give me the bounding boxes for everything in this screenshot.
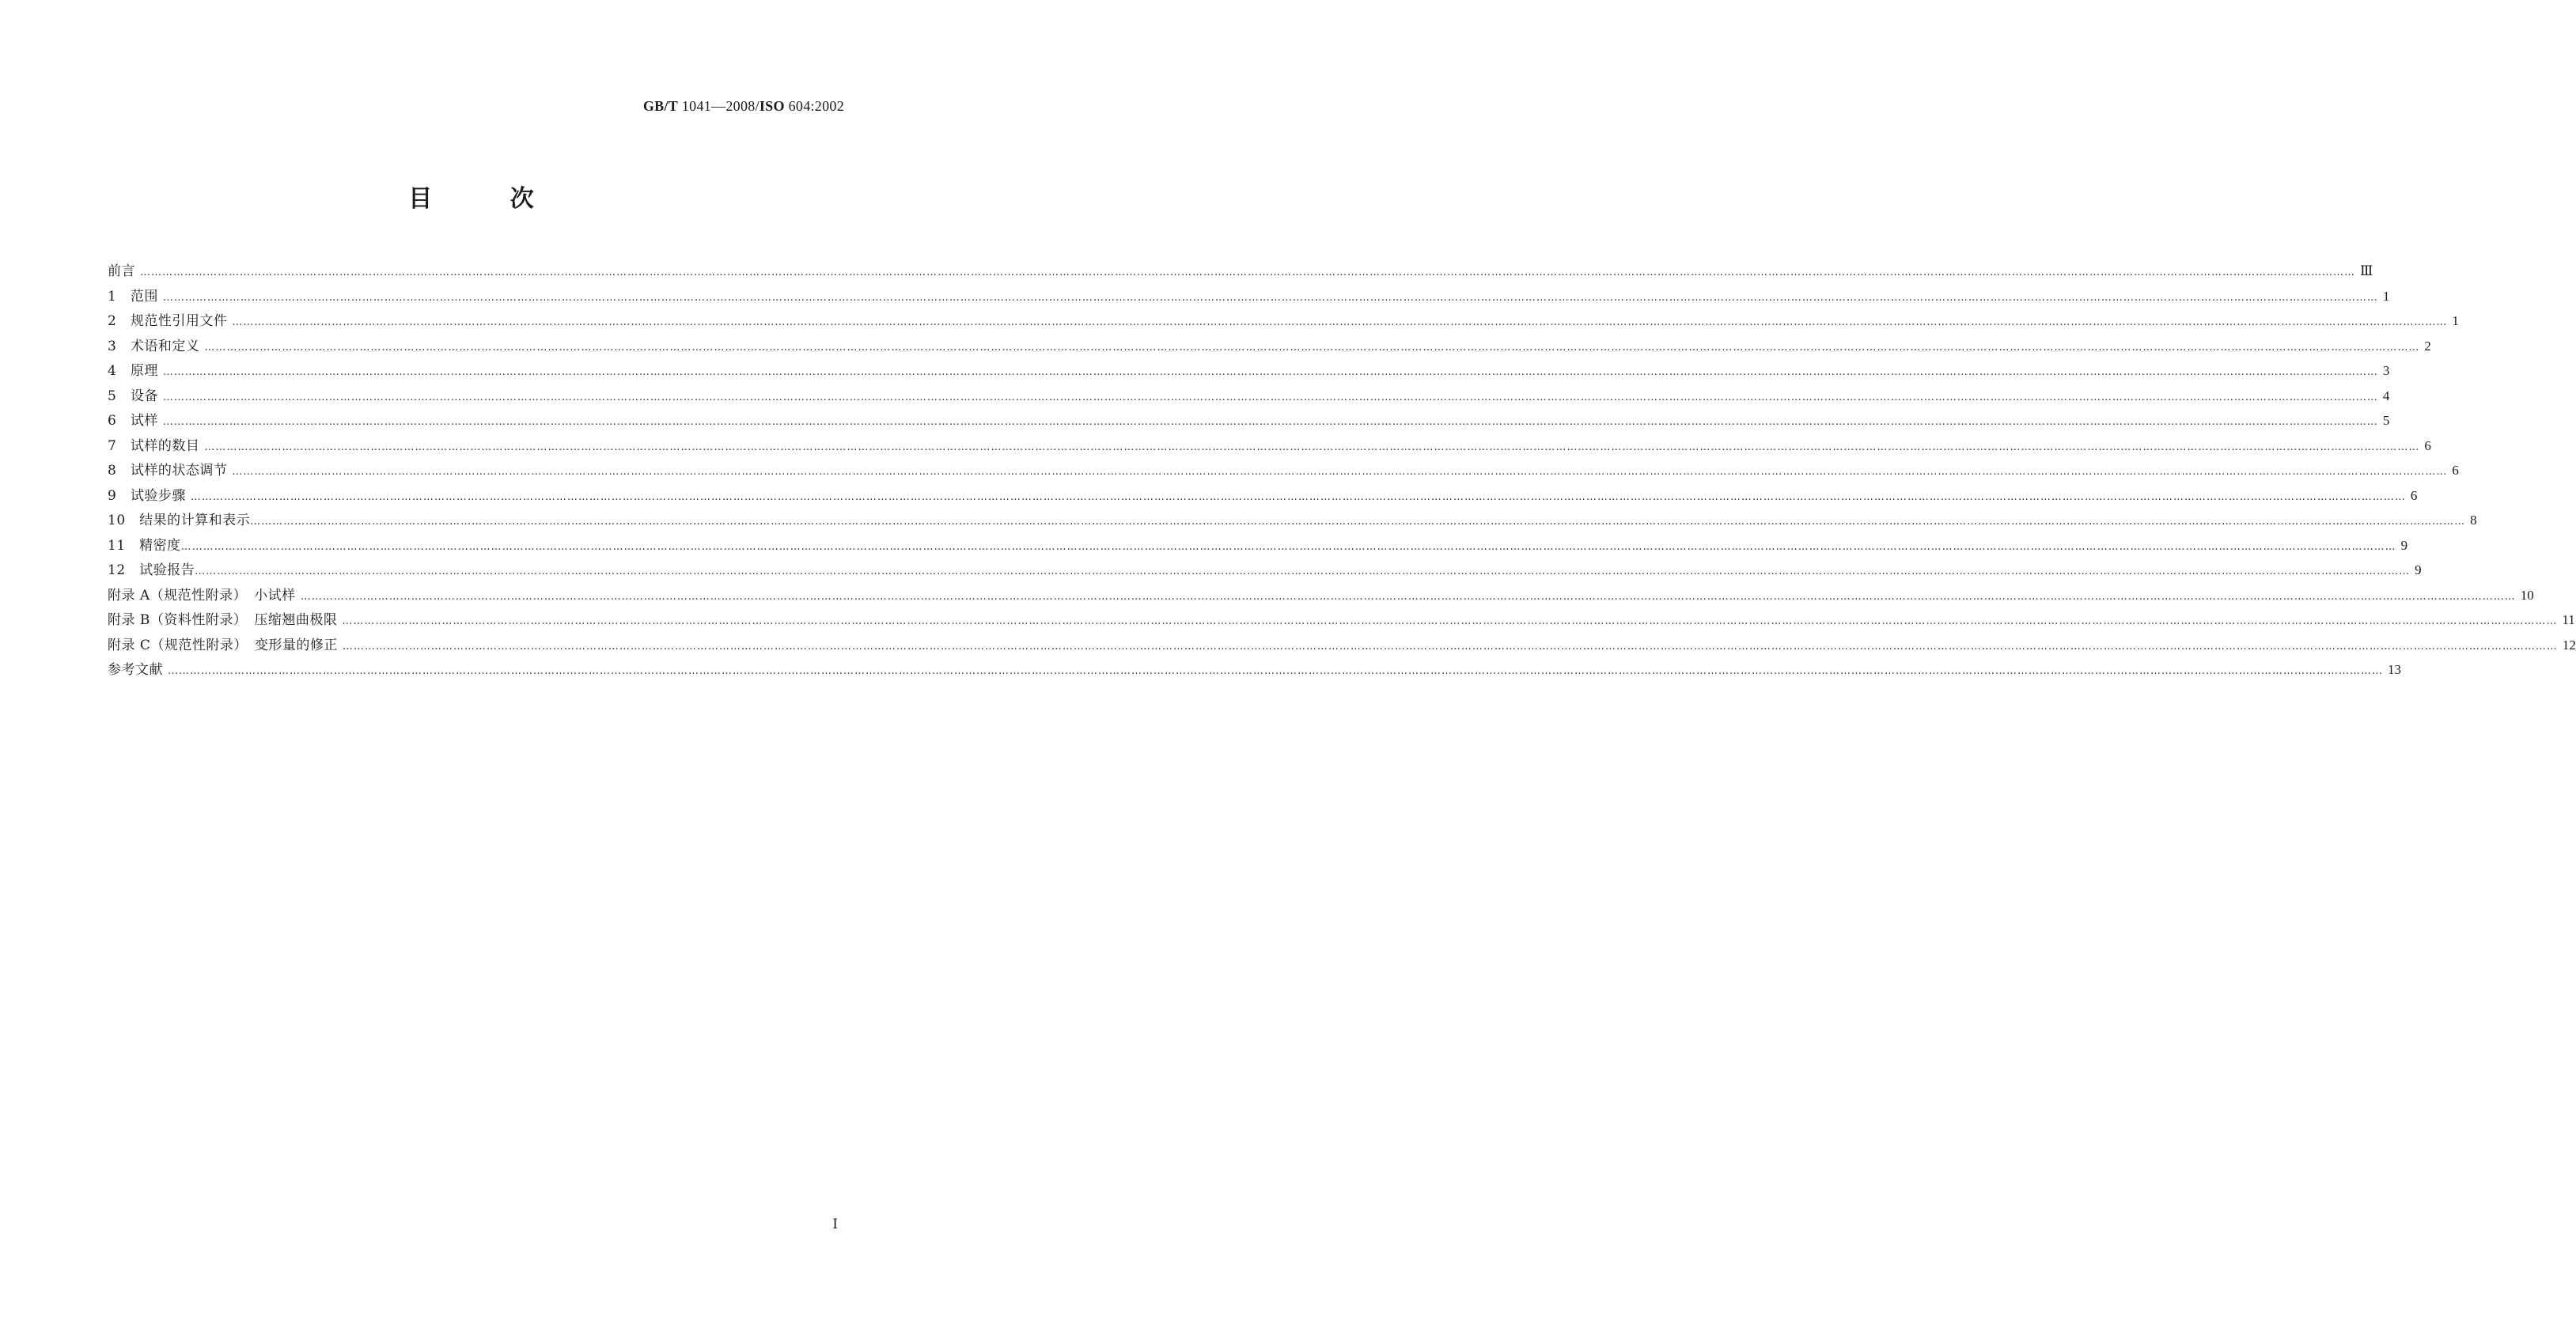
- toc-dot-leader: ……………………………………………………………………………………………………………………………………………………………………………………………………………………………………………………………………………………………………………………………………………………………………………………………………………………………………………………………………………………………………………………………………………………: [190, 490, 2406, 503]
- toc-entry[interactable]: [108, 284, 2390, 309]
- toc-dot-leader: ……………………………………………………………………………………………………………………………………………………………………………………………………………………………………………………………………………………………………………………………………………………………………………………………………………………………………………………………………………………………………………………………………………………: [342, 615, 2558, 627]
- toc-dot-leader: ……………………………………………………………………………………………………………………………………………………………………………………………………………………………………………………………………………………………………………………………………………………………………………………………………………………………………………………………………………………………………………………………………………………: [342, 640, 2558, 653]
- toc-entry-label: 附录 A（规范性附录） 小试样: [108, 587, 296, 604]
- toc-dot-leader: ……………………………………………………………………………………………………………………………………………………………………………………………………………………………………………………………………………………………………………………………………………………………………………………………………………………………………………………………………………………………………………………………………………………: [300, 590, 2516, 603]
- toc-entry-label: 12 试验报告: [108, 562, 195, 578]
- toc-entry[interactable]: [108, 259, 2373, 284]
- toc-dot-leader: ……………………………………………………………………………………………………………………………………………………………………………………………………………………………………………………………………………………………………………………………………………………………………………………………………………………………………………………………………………………………………………………………………………………: [232, 466, 2448, 478]
- toc-entry-page: 1: [2452, 313, 2459, 328]
- toc-dot-leader: ……………………………………………………………………………………………………………………………………………………………………………………………………………………………………………………………………………………………………………………………………………………………………………………………………………………………………………………………………………………………………………………………………………………: [180, 540, 2396, 553]
- toc-entry-page: 5: [2382, 413, 2390, 428]
- toc-entry-label: 8 试样的状态调节: [108, 463, 228, 479]
- toc-entry-label: 参考文献: [108, 662, 163, 678]
- toc-entry-page: 9: [2415, 562, 2422, 577]
- toc-entry-label: 2 规范性引用文件: [108, 313, 228, 329]
- toc-entry-page: 1: [2382, 288, 2390, 304]
- toc-entry[interactable]: [108, 408, 2390, 433]
- toc-entry-label: 10 结果的计算和表示: [108, 513, 251, 528]
- toc-entry-label: 3 术语和定义: [108, 338, 200, 354]
- toc-entry-label: 5 设备: [108, 388, 158, 404]
- toc-dot-leader: ……………………………………………………………………………………………………………………………………………………………………………………………………………………………………………………………………………………………………………………………………………………………………………………………………………………………………………………………………………………………………………………………………………………: [232, 316, 2448, 328]
- toc-entry-page: 6: [2452, 463, 2459, 478]
- iso-prefix: ISO: [759, 98, 785, 114]
- standard-code: [643, 98, 844, 115]
- toc-entry-page: 11: [2562, 612, 2575, 627]
- toc-dot-leader: ……………………………………………………………………………………………………………………………………………………………………………………………………………………………………………………………………………………………………………………………………………………………………………………………………………………………………………………………………………………………………………………………………………………: [204, 441, 2420, 453]
- page-number: Ⅰ: [832, 1217, 838, 1232]
- toc-dot-leader: ……………………………………………………………………………………………………………………………………………………………………………………………………………………………………………………………………………………………………………………………………………………………………………………………………………………………………………………………………………………………………………………………………………………: [162, 366, 2378, 378]
- toc-entry-label: 附录 B（资料性附录） 压缩翘曲极限: [108, 612, 338, 628]
- toc-entry-page: Ⅲ: [2360, 263, 2373, 278]
- toc-dot-leader: ……………………………………………………………………………………………………………………………………………………………………………………………………………………………………………………………………………………………………………………………………………………………………………………………………………………………………………………………………………………………………………………………………………………: [250, 516, 2466, 528]
- toc-entry[interactable]: [108, 433, 2431, 459]
- toc-entry-page: 9: [2400, 537, 2408, 553]
- toc-entry-page: 10: [2520, 587, 2534, 603]
- toc-entry-label: 4 原理: [108, 363, 158, 379]
- toc-entry-page: 2: [2424, 338, 2431, 354]
- toc-entry[interactable]: [108, 558, 2422, 583]
- toc-entry-label: 1 范围: [108, 288, 158, 305]
- toc-entry-label: 前言: [108, 263, 135, 279]
- toc-entry[interactable]: [108, 533, 2408, 558]
- toc-title: 目 次: [408, 185, 569, 213]
- toc-dot-leader: ……………………………………………………………………………………………………………………………………………………………………………………………………………………………………………………………………………………………………………………………………………………………………………………………………………………………………………………………………………………………………………………………………………………: [140, 267, 2355, 278]
- toc-entry[interactable]: [108, 583, 2534, 608]
- toc-entry[interactable]: [108, 657, 2401, 683]
- toc-dot-leader: ……………………………………………………………………………………………………………………………………………………………………………………………………………………………………………………………………………………………………………………………………………………………………………………………………………………………………………………………………………………………………………………………………………………: [162, 391, 2378, 403]
- toc-entry[interactable]: [108, 483, 2418, 509]
- toc-dot-leader: ……………………………………………………………………………………………………………………………………………………………………………………………………………………………………………………………………………………………………………………………………………………………………………………………………………………………………………………………………………………………………………………………………………………: [204, 341, 2420, 354]
- iso-number: 604:2002: [788, 98, 844, 114]
- toc-dot-leader: ……………………………………………………………………………………………………………………………………………………………………………………………………………………………………………………………………………………………………………………………………………………………………………………………………………………………………………………………………………………………………………………………………………………: [168, 665, 2383, 677]
- toc-entry-page: 6: [2410, 487, 2418, 503]
- toc-entry-label: 11 精密度: [108, 537, 181, 554]
- toc-entry-page: 3: [2382, 363, 2390, 378]
- table-of-contents: [108, 259, 2576, 683]
- toc-entry[interactable]: [108, 334, 2431, 359]
- toc-entry-label: 附录 C（规范性附录） 变形量的修正: [108, 637, 338, 653]
- toc-entry[interactable]: [108, 607, 2575, 633]
- toc-entry[interactable]: [108, 358, 2390, 384]
- toc-dot-leader: ……………………………………………………………………………………………………………………………………………………………………………………………………………………………………………………………………………………………………………………………………………………………………………………………………………………………………………………………………………………………………………………………………………………: [162, 416, 2378, 428]
- toc-entry-page: 8: [2470, 513, 2477, 528]
- toc-entry-page: 6: [2424, 437, 2431, 453]
- toc-dot-leader: ……………………………………………………………………………………………………………………………………………………………………………………………………………………………………………………………………………………………………………………………………………………………………………………………………………………………………………………………………………………………………………………………………………………: [195, 566, 2411, 577]
- toc-entry[interactable]: [108, 458, 2459, 483]
- standard-number: 1041—2008/: [681, 98, 760, 114]
- standard-prefix: GB/T: [642, 98, 679, 114]
- toc-entry[interactable]: [108, 633, 2576, 658]
- toc-entry-page: 13: [2388, 662, 2401, 677]
- toc-entry[interactable]: [108, 308, 2459, 334]
- toc-entry[interactable]: [108, 384, 2390, 409]
- toc-entry-label: 9 试验步骤: [108, 487, 186, 504]
- toc-entry-label: 7 试样的数目: [108, 437, 200, 454]
- toc-entry-page: 4: [2382, 388, 2390, 403]
- toc-dot-leader: ……………………………………………………………………………………………………………………………………………………………………………………………………………………………………………………………………………………………………………………………………………………………………………………………………………………………………………………………………………………………………………………………………………………: [162, 291, 2378, 304]
- toc-entry-label: 6 试样: [108, 413, 158, 429]
- toc-entry[interactable]: [108, 508, 2477, 533]
- toc-entry-page: 12: [2562, 637, 2576, 653]
